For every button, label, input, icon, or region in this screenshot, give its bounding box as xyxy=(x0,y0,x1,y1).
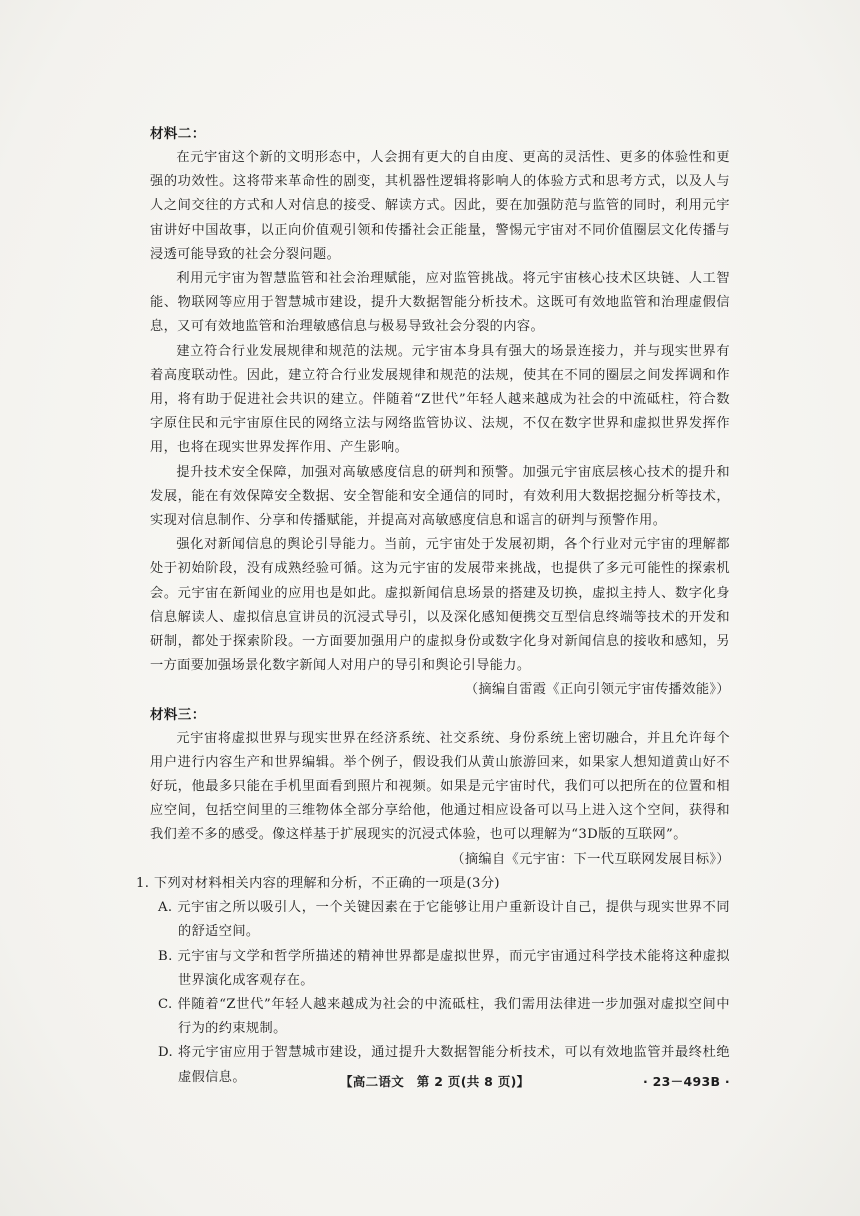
material-two-paragraph-1: 在元宇宙这个新的文明形态中，人会拥有更大的自由度、更高的灵活性、更多的体验性和更强的功效性。这将带来革命性的剧变，其机器性逻辑将影响人的体验方式和思考方式，以及人与人之间交往的方式和人对信息的接受、解读方式。因此，要在加强防范与监管的同时，利用元宇宙讲好中国故事，以正向价值观引领和传播社会正能量，警惕元宇宙对不同价值圈层文化传播与浸透可能导致的社会分裂问题。 xyxy=(150,150,730,262)
material-two-source: （摘编自雷霞《正向引领元宇宙传播效能》） xyxy=(464,682,730,698)
question-1-stem: 1. 下列对材料相关内容的理解和分析，不正确的一项是(3分) xyxy=(136,875,500,891)
material-three-source: （摘编自《元宇宙：下一代互联网发展目标》） xyxy=(451,851,730,867)
material-two-paragraph-4: 提升技术安全保障，加强对高敏感度信息的研判和预警。加强元宇宙底层核心技术的提升和发展，能在有效保障安全数据、安全智能和安全通信的同时，有效利用大数据挖掘分析等技术，实现对信息制作、分享和传播赋能，并提高对高敏感度信息和谣言的研判与预警作用。 xyxy=(150,464,730,529)
material-three-paragraph-1: 元宇宙将虚拟世界与现实世界在经济系统、社交系统、身份系统上密切融合，并且允许每个用户进行内容生产和世界编辑。举个例子，假设我们从黄山旅游回来，如果家人想知道黄山好不好玩，他最多只能在手机里面看到照片和视频。如果是元宇宙时代，我们可以把所在的位置和相应空间，包括空间里的三维物体全部分享给他，他通过相应设备可以马上进入这个空间，获得和我们差不多的感受。像这样基于扩展现实的沉浸式体验，也可以理解为“3D版的互联网”。 xyxy=(150,730,730,843)
question-1-option-c: C. 伴随着“Z世代”年轻人越来越成为社会的中流砥柱，我们需用法律进一步加强对虚拟空间中行为的约束规制。 xyxy=(158,996,730,1037)
material-two-paragraph-5: 强化对新闻信息的舆论引导能力。当前，元宇宙处于发展初期，各个行业对元宇宙的理解都处于初始阶段，没有成熟经验可循。这为元宇宙的发展带来挑战，也提供了多元可能性的探索机会。元宇宙在新闻业的应用也是如此。虚拟新闻信息场景的搭建及切换，虚拟主持人、数字化身信息解读人、虚拟信息宣讲员的沉浸式导引，以及深化感知便携交互型信息终端等技术的开发和研制，都处于探索阶段。一方面要加强用户的虚拟身份或数字化身对新闻信息的接收和感知，另一方面要加强场景化数字新闻人对用户的导引和舆论引导能力。 xyxy=(150,537,730,674)
question-1-option-d: D. 将元宇宙应用于智慧城市建设，通过提升大数据智能分析技术，可以有效地监管并最终杜绝虚假信息。 xyxy=(158,1045,730,1085)
footer-exam-code: · 23－493B · xyxy=(642,1074,730,1089)
material-three-heading: 材料三： xyxy=(150,706,206,723)
question-1-option-b: B. 元宇宙与文学和哲学所描述的精神世界都是虚拟世界，而元宇宙通过科学技术能将这种虚拟世界演化成客观存在。 xyxy=(158,948,730,988)
question-1-option-a: A. 元宇宙之所以吸引人，一个关键因素在于它能够让用户重新设计自己，提供与现实世界不同的舒适空间。 xyxy=(158,900,730,940)
page-content xyxy=(136,122,730,1090)
page-footer xyxy=(150,1072,730,1094)
footer-page-label: 【高二语文 第 2 页(共 8 页)】 xyxy=(340,1074,530,1089)
material-two-paragraph-3: 建立符合行业发展规律和规范的法规。元宇宙本身具有强大的场景连接力，并与现实世界有着高度联动性。因此，建立符合行业发展规律和规范的法规，使其在不同的圈层之间发挥调和作用，将有助于促进社会共识的建立。伴随着“Z世代”年轻人越来越成为社会的中流砥柱，符合数字原住民和元宇宙原住民的网络立法与网络监管协议、法规，不仅在数字世界和虚拟世界发挥作用，也将在现实世界发挥作用、产生影响。 xyxy=(150,343,730,456)
material-two-paragraph-2: 利用元宇宙为智慧监管和社会治理赋能，应对监管挑战。将元宇宙核心技术区块链、人工智能、物联网等应用于智慧城市建设，提升大数据智能分析技术。这既可有效地监管和治理虚假信息，又可有效地监管和治理敏感信息与极易导致社会分裂的内容。 xyxy=(150,271,730,335)
material-two-heading: 材料二： xyxy=(150,126,206,142)
